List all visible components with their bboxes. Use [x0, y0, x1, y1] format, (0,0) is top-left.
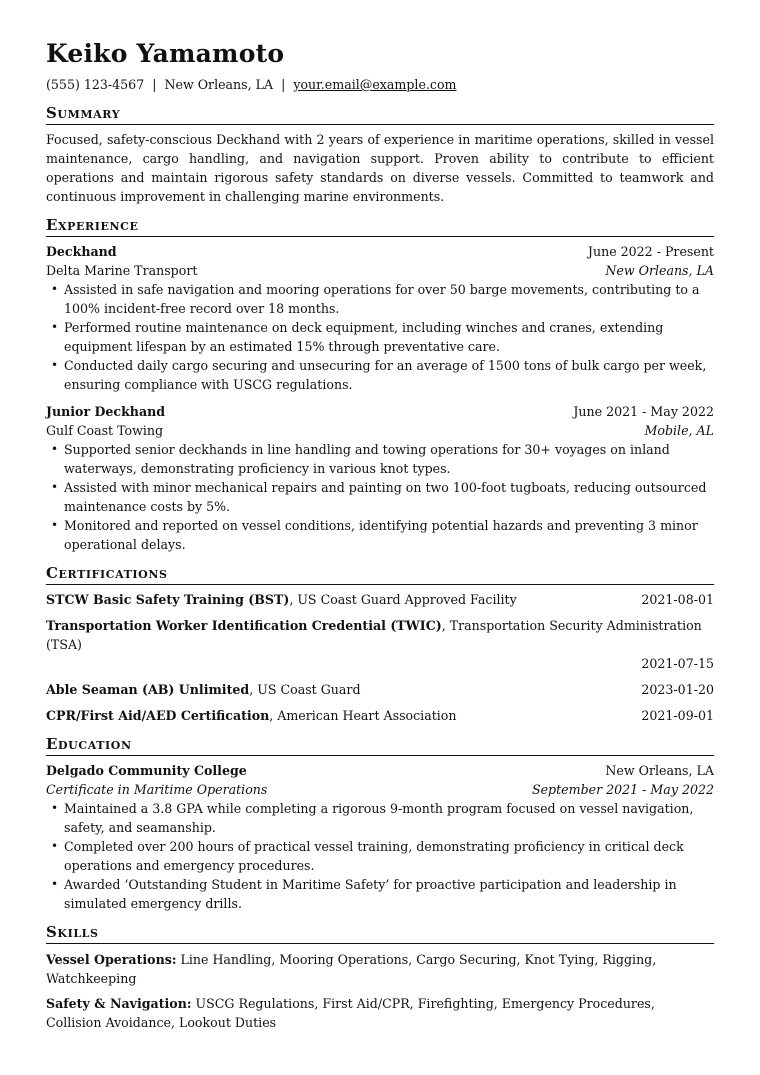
- job-role: Deckhand: [46, 244, 117, 259]
- cert-name: CPR/First Aid/AED Certification: [46, 708, 270, 723]
- cert-date: 2021-07-15: [641, 656, 714, 671]
- candidate-name: Keiko Yamamoto: [46, 39, 285, 68]
- job-location: New Orleans, LA: [605, 263, 714, 278]
- bullet-item: • Assisted with minor mechanical repairs and painting on two 100-foot tugboats, reducing outsourced maintenance costs by 5%.: [64, 478, 714, 516]
- job-dates: June 2021 - May 2022: [573, 404, 714, 419]
- section-title-skills: Skills: [46, 922, 714, 944]
- school-name: Delgado Community College: [46, 763, 247, 778]
- bullet-item: • Awarded ‘Outstanding Student in Maritime Safety’ for proactive participation and leadership in simulated emergency drills.: [64, 875, 714, 913]
- summary-text: Focused, safety-conscious Deckhand with 2 years of experience in maritime operations, skilled in vessel maintenance, cargo handling, and navigation support. Proven ability to contribute to efficient operations and maintain rigorous safety standards on diverse vessels. Committed to teamwork and continuous improvement in challenging marine environments.: [46, 132, 714, 204]
- bullet-item: • Monitored and reported on vessel conditions, identifying potential hazards and preventing 3 minor operational delays.: [64, 516, 714, 554]
- job-entry: [46, 242, 714, 394]
- job-role: Junior Deckhand: [46, 404, 166, 419]
- skill-group-items: Line Handling, Mooring Operations, Cargo Securing, Knot Tying, Rigging, Watchkeeping: [46, 952, 657, 986]
- skill-group-label: Safety & Navigation:: [46, 996, 192, 1011]
- section-title-experience: Experience: [46, 215, 714, 237]
- separator: |: [281, 77, 286, 92]
- bullet-item: • Conducted daily cargo securing and unsecuring for an average of 1500 tons of bulk cargo per week, ensuring compliance with USCG regulations.: [64, 356, 714, 394]
- bullet-item: • Maintained a 3.8 GPA while completing a rigorous 9-month program focused on vessel navigation, safety, and seamanship.: [64, 799, 714, 837]
- cert-date: 2021-08-01: [641, 592, 714, 607]
- location: New Orleans, LA: [164, 77, 274, 92]
- certification-item: [46, 706, 714, 725]
- contact-line: [46, 76, 714, 94]
- job-company: Delta Marine Transport: [46, 263, 198, 278]
- separator: |: [152, 77, 157, 92]
- job-bullets: [46, 280, 714, 394]
- cert-issuer: , US Coast Guard: [249, 682, 361, 697]
- skill-group-items: USCG Regulations, First Aid/CPR, Firefighting, Emergency Procedures, Collision Avoidance, Lookout Duties: [46, 996, 655, 1030]
- education-entry: [46, 761, 714, 913]
- school-location: New Orleans, LA: [605, 763, 714, 778]
- skill-group: [46, 994, 714, 1032]
- job-dates: June 2022 - Present: [587, 244, 714, 259]
- skill-group-label: Vessel Operations:: [46, 952, 177, 967]
- section-title-certifications: Certifications: [46, 563, 714, 585]
- job-entry: [46, 402, 714, 554]
- section-title-summary: Summary: [46, 103, 714, 125]
- certification-item: [46, 590, 714, 609]
- cert-name: STCW Basic Safety Training (BST): [46, 592, 290, 607]
- bullet-item: • Completed over 200 hours of practical vessel training, demonstrating proficiency in critical deck operations and emergency procedures.: [64, 837, 714, 875]
- program-dates: September 2021 - May 2022: [531, 782, 714, 797]
- skill-group: [46, 950, 714, 988]
- email-link[interactable]: your.email@example.com: [293, 77, 457, 92]
- certification-item: [46, 616, 714, 673]
- job-location: Mobile, AL: [644, 423, 714, 438]
- job-company: Gulf Coast Towing: [46, 423, 164, 438]
- program-name: Certificate in Maritime Operations: [46, 782, 268, 797]
- cert-name: Able Seaman (AB) Unlimited: [46, 682, 250, 697]
- phone: (555) 123-4567: [46, 77, 145, 92]
- job-bullets: [46, 440, 714, 554]
- bullet-item: • Supported senior deckhands in line handling and towing operations for 30+ voyages on inland waterways, demonstrating proficiency in various knot types.: [64, 440, 714, 478]
- cert-date: 2023-01-20: [641, 682, 714, 697]
- cert-name: Transportation Worker Identification Credential (TWIC): [46, 618, 442, 633]
- certification-list: [46, 590, 714, 725]
- education-bullets: [46, 799, 714, 913]
- cert-issuer: , American Heart Association: [269, 708, 457, 723]
- bullet-item: • Performed routine maintenance on deck equipment, including winches and cranes, extending equipment lifespan by an estimated 15% through preventative care.: [64, 318, 714, 356]
- cert-date: 2021-09-01: [641, 708, 714, 723]
- certification-item: [46, 680, 714, 699]
- bullet-item: • Assisted in safe navigation and mooring operations for over 50 barge movements, contributing to a 100% incident-free record over 18 months.: [64, 280, 714, 318]
- cert-issuer: , Transportation Security Administration (TSA): [46, 618, 702, 652]
- section-title-education: Education: [46, 734, 714, 756]
- cert-issuer: , US Coast Guard Approved Facility: [289, 592, 517, 607]
